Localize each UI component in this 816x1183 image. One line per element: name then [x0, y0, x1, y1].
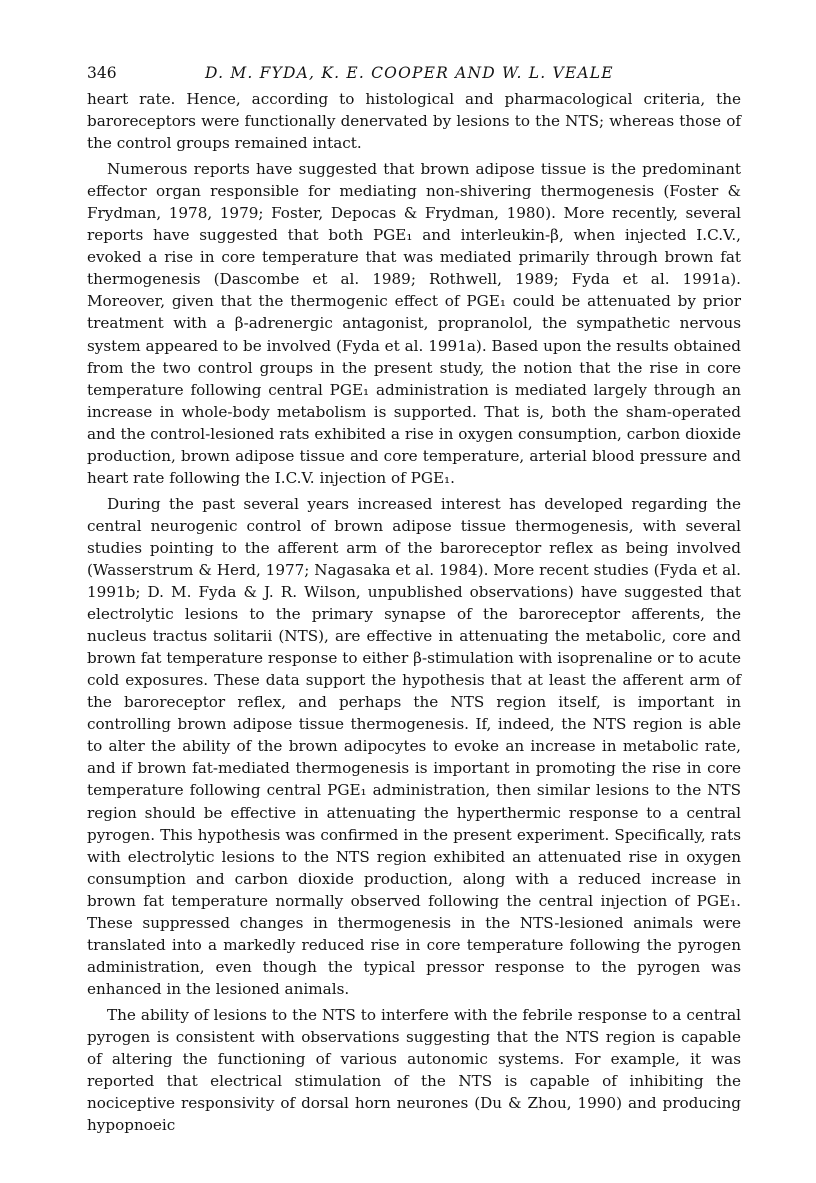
paragraph-brown-adipose: Numerous reports have suggested that brown adipose tissue is the predominant effector organ responsible for mediating non-shivering thermogenesis (Foster & Frydman, 1978, 1979; Foster, Depocas & Frydman, 1980). More recently, several reports have suggested that both PGE₁ and interleukin-β, when injected I.C.V., evoked a rise in core temperature that was mediated primarily through brown fat thermogenesis (Dascombe et al. 1989; Rothwell, 1989; Fyda et al. 1991a). Moreover, given that the thermogenic effect of PGE₁ could be attenuated by prior treatment with a β-adrenergic antagonist, propranolol, the sympathetic nervous system appeared to be involved (Fyda et al. 1991a). Based upon the results obtained from the two control groups in the present study, the notion that the rise in core temperature following central PGE₁ administration is mediated largely through an increase in whole-body metabolism is supported. That is, both the sham-operated and the control-lesioned rats exhibited a rise in oxygen consumption, carbon dioxide production, brown adipose tissue and core temperature, arterial blood pressure and heart rate following the I.C.V. injection of PGE₁.	[87, 160, 741, 487]
paragraph-nts-lesions: The ability of lesions to the NTS to interfere with the febrile response to a central pyrogen is consistent with observations suggesting that the NTS region is capable of altering the functioning of various autonomic systems. For example, it was reported that electrical stimulation of the NTS is capable of inhibiting the nociceptive responsivity of dorsal horn neurones (Du & Zhou, 1990) and producing hypopnoeic	[87, 1005, 741, 1135]
running-head-authors: D. M. FYDA, K. E. COOPER AND W. L. VEALE	[205, 64, 614, 82]
running-head	[87, 60, 741, 86]
body-text	[87, 88, 741, 1136]
paragraph-neurogenic-control: During the past several years increased interest has developed regarding the central neurogenic control of brown adipose tissue thermogenesis, with several studies pointing to the afferent arm of the baroreceptor reflex as being involved (Wasserstrum & Herd, 1977; Nagasaka et al. 1984). More recent studies (Fyda et al. 1991b; D. M. Fyda & J. R. Wilson, unpublished observations) have suggested that electrolytic lesions to the primary synapse of the baroreceptor afferents, the nucleus tractus solitarii (NTS), are effective in attenuating the metabolic, core and brown fat temperature response to either β-stimulation with isoprenaline or to acute cold exposures. These data support the hypothesis that at least the afferent arm of the baroreceptor reflex, and perhaps the NTS region itself, is important in controlling brown adipose tissue thermogenesis. If, indeed, the NTS region is able to alter the ability of the brown adipocytes to evoke an increase in metabolic rate, and if brown fat-mediated thermogenesis is important in promoting the rise in core temperature following central PGE₁ administration, then similar lesions to the NTS region should be effective in attenuating the hyperthermic response to a central pyrogen. This hypothesis was confirmed in the present experiment. Specifically, rats with electrolytic lesions to the NTS region exhibited an attenuated rise in oxygen consumption and carbon dioxide production, along with a reduced increase in brown fat temperature normally observed following the central injection of PGE₁. These suppressed changes in thermogenesis in the NTS-lesioned animals were translated into a markedly reduced rise in core temperature following the pyrogen administration, even though the typical pressor response to the pyrogen was enhanced in the lesioned animals.	[87, 494, 741, 998]
paragraph-continuation: heart rate. Hence, according to histological and pharmacological criteria, the baroreceptors were functionally denervated by lesions to the NTS; whereas those of the control groups remained intact.	[87, 90, 741, 153]
page-number: 346	[87, 64, 117, 82]
journal-page	[87, 60, 741, 1136]
